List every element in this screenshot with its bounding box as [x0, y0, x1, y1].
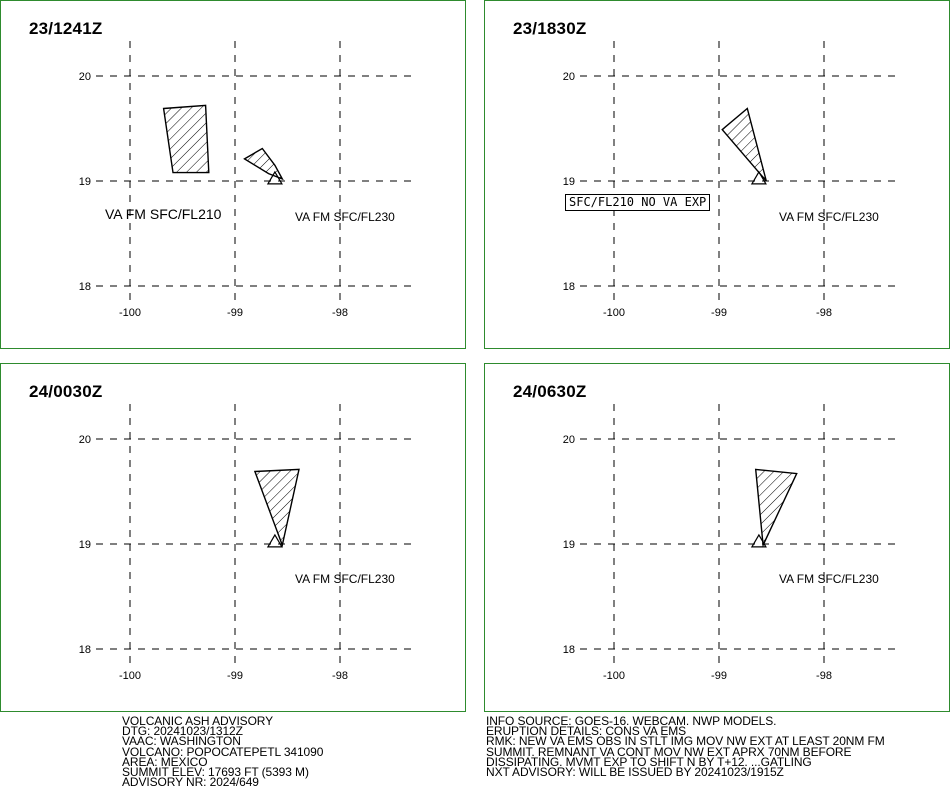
no-ash-label: SFC/FL210 NO VA EXP: [565, 194, 710, 211]
latitude-tick-label: 18: [562, 281, 575, 293]
longitude-tick-label: -98: [816, 307, 832, 319]
latitude-tick-label: 19: [78, 176, 91, 188]
ash-cloud-polygon: [164, 105, 209, 172]
latitude-tick-label: 18: [78, 644, 91, 656]
latitude-tick-label: 20: [78, 434, 91, 446]
advisory-line: SUMMIT. REMNANT VA CONT MOV NW EXT APRX 70NM BEFORE: [486, 744, 852, 759]
panel-time-label: 24/0630Z: [513, 382, 587, 401]
map-canvas-1: [1, 1, 467, 350]
advisory-line: SUMMIT ELEV: 17693 FT (5393 M): [122, 765, 309, 780]
ash-cloud-polygon: [255, 469, 299, 545]
latitude-tick-label: 20: [562, 434, 575, 446]
longitude-tick-label: -98: [332, 307, 348, 319]
graticule: [563, 41, 895, 319]
advisory-header-block: [122, 714, 324, 790]
advisory-line: VOLCANO: POPOCATEPETL 341090: [122, 744, 324, 759]
advisory-line: ADVISORY NR: 2024/649: [122, 775, 259, 790]
longitude-tick-label: -98: [332, 670, 348, 682]
advisory-line: DISSIPATING. MVMT EXP TO SHIFT N BY T+12. ...GATLING: [486, 754, 812, 769]
graticule: [79, 41, 411, 319]
panel-time-label: 24/0030Z: [29, 382, 103, 401]
panel-time-label: 23/1241Z: [29, 19, 103, 38]
advisory-line: NXT ADVISORY: WILL BE ISSUED BY 20241023/1915Z: [486, 765, 784, 780]
longitude-tick-label: -99: [711, 670, 727, 682]
longitude-tick-label: -99: [711, 307, 727, 319]
latitude-tick-label: 20: [562, 71, 575, 83]
longitude-tick-label: -99: [227, 670, 243, 682]
advisory-line: DTG: 20241023/1312Z: [122, 724, 243, 739]
map-canvas-2: [485, 1, 950, 350]
ash-cloud-polygon: [722, 109, 766, 182]
ash-level-label: VA FM SFC/FL230: [295, 572, 395, 586]
map-panel-4: [484, 363, 950, 712]
panel-time-label: 23/1830Z: [513, 19, 587, 38]
map-panel-2: [484, 0, 950, 349]
longitude-tick-label: -100: [118, 670, 142, 682]
latitude-tick-label: 19: [78, 539, 91, 551]
longitude-tick-label: -98: [816, 670, 832, 682]
longitude-tick-label: -100: [602, 670, 626, 682]
advisory-details-block: [486, 714, 885, 780]
graticule: [79, 404, 411, 682]
map-canvas-3: [1, 364, 467, 713]
latitude-tick-label: 18: [562, 644, 575, 656]
longitude-tick-label: -100: [602, 307, 626, 319]
ash-level-label: VA FM SFC/FL230: [779, 210, 879, 224]
ash-level-label: VA FM SFC/FL230: [295, 210, 395, 224]
map-panel-1: [0, 0, 466, 349]
longitude-tick-label: -99: [227, 307, 243, 319]
map-panel-3: [0, 363, 466, 712]
graticule: [563, 404, 895, 682]
ash-level-label: VA FM SFC/FL210: [105, 206, 222, 222]
latitude-tick-label: 18: [78, 281, 91, 293]
advisory-line: VAAC: WASHINGTON: [122, 734, 241, 749]
latitude-tick-label: 19: [562, 176, 575, 188]
advisory-line: ERUPTION DETAILS: CONS VA EMS: [486, 724, 687, 739]
advisory-line: AREA: MEXICO: [122, 754, 208, 769]
ash-level-label: VA FM SFC/FL230: [779, 572, 879, 586]
latitude-tick-label: 19: [562, 539, 575, 551]
ash-cloud-polygon: [756, 469, 797, 545]
map-canvas-4: [485, 364, 950, 713]
advisory-line: RMK: NEW VA EMS OBS IN STLT IMG MOV NW EXT AT LEAST 20NM FM: [486, 734, 885, 749]
advisory-line: INFO SOURCE: GOES-16. WEBCAM. NWP MODELS.: [486, 714, 777, 728]
longitude-tick-label: -100: [118, 307, 142, 319]
advisory-line: VOLCANIC ASH ADVISORY: [122, 714, 274, 728]
latitude-tick-label: 20: [78, 71, 91, 83]
